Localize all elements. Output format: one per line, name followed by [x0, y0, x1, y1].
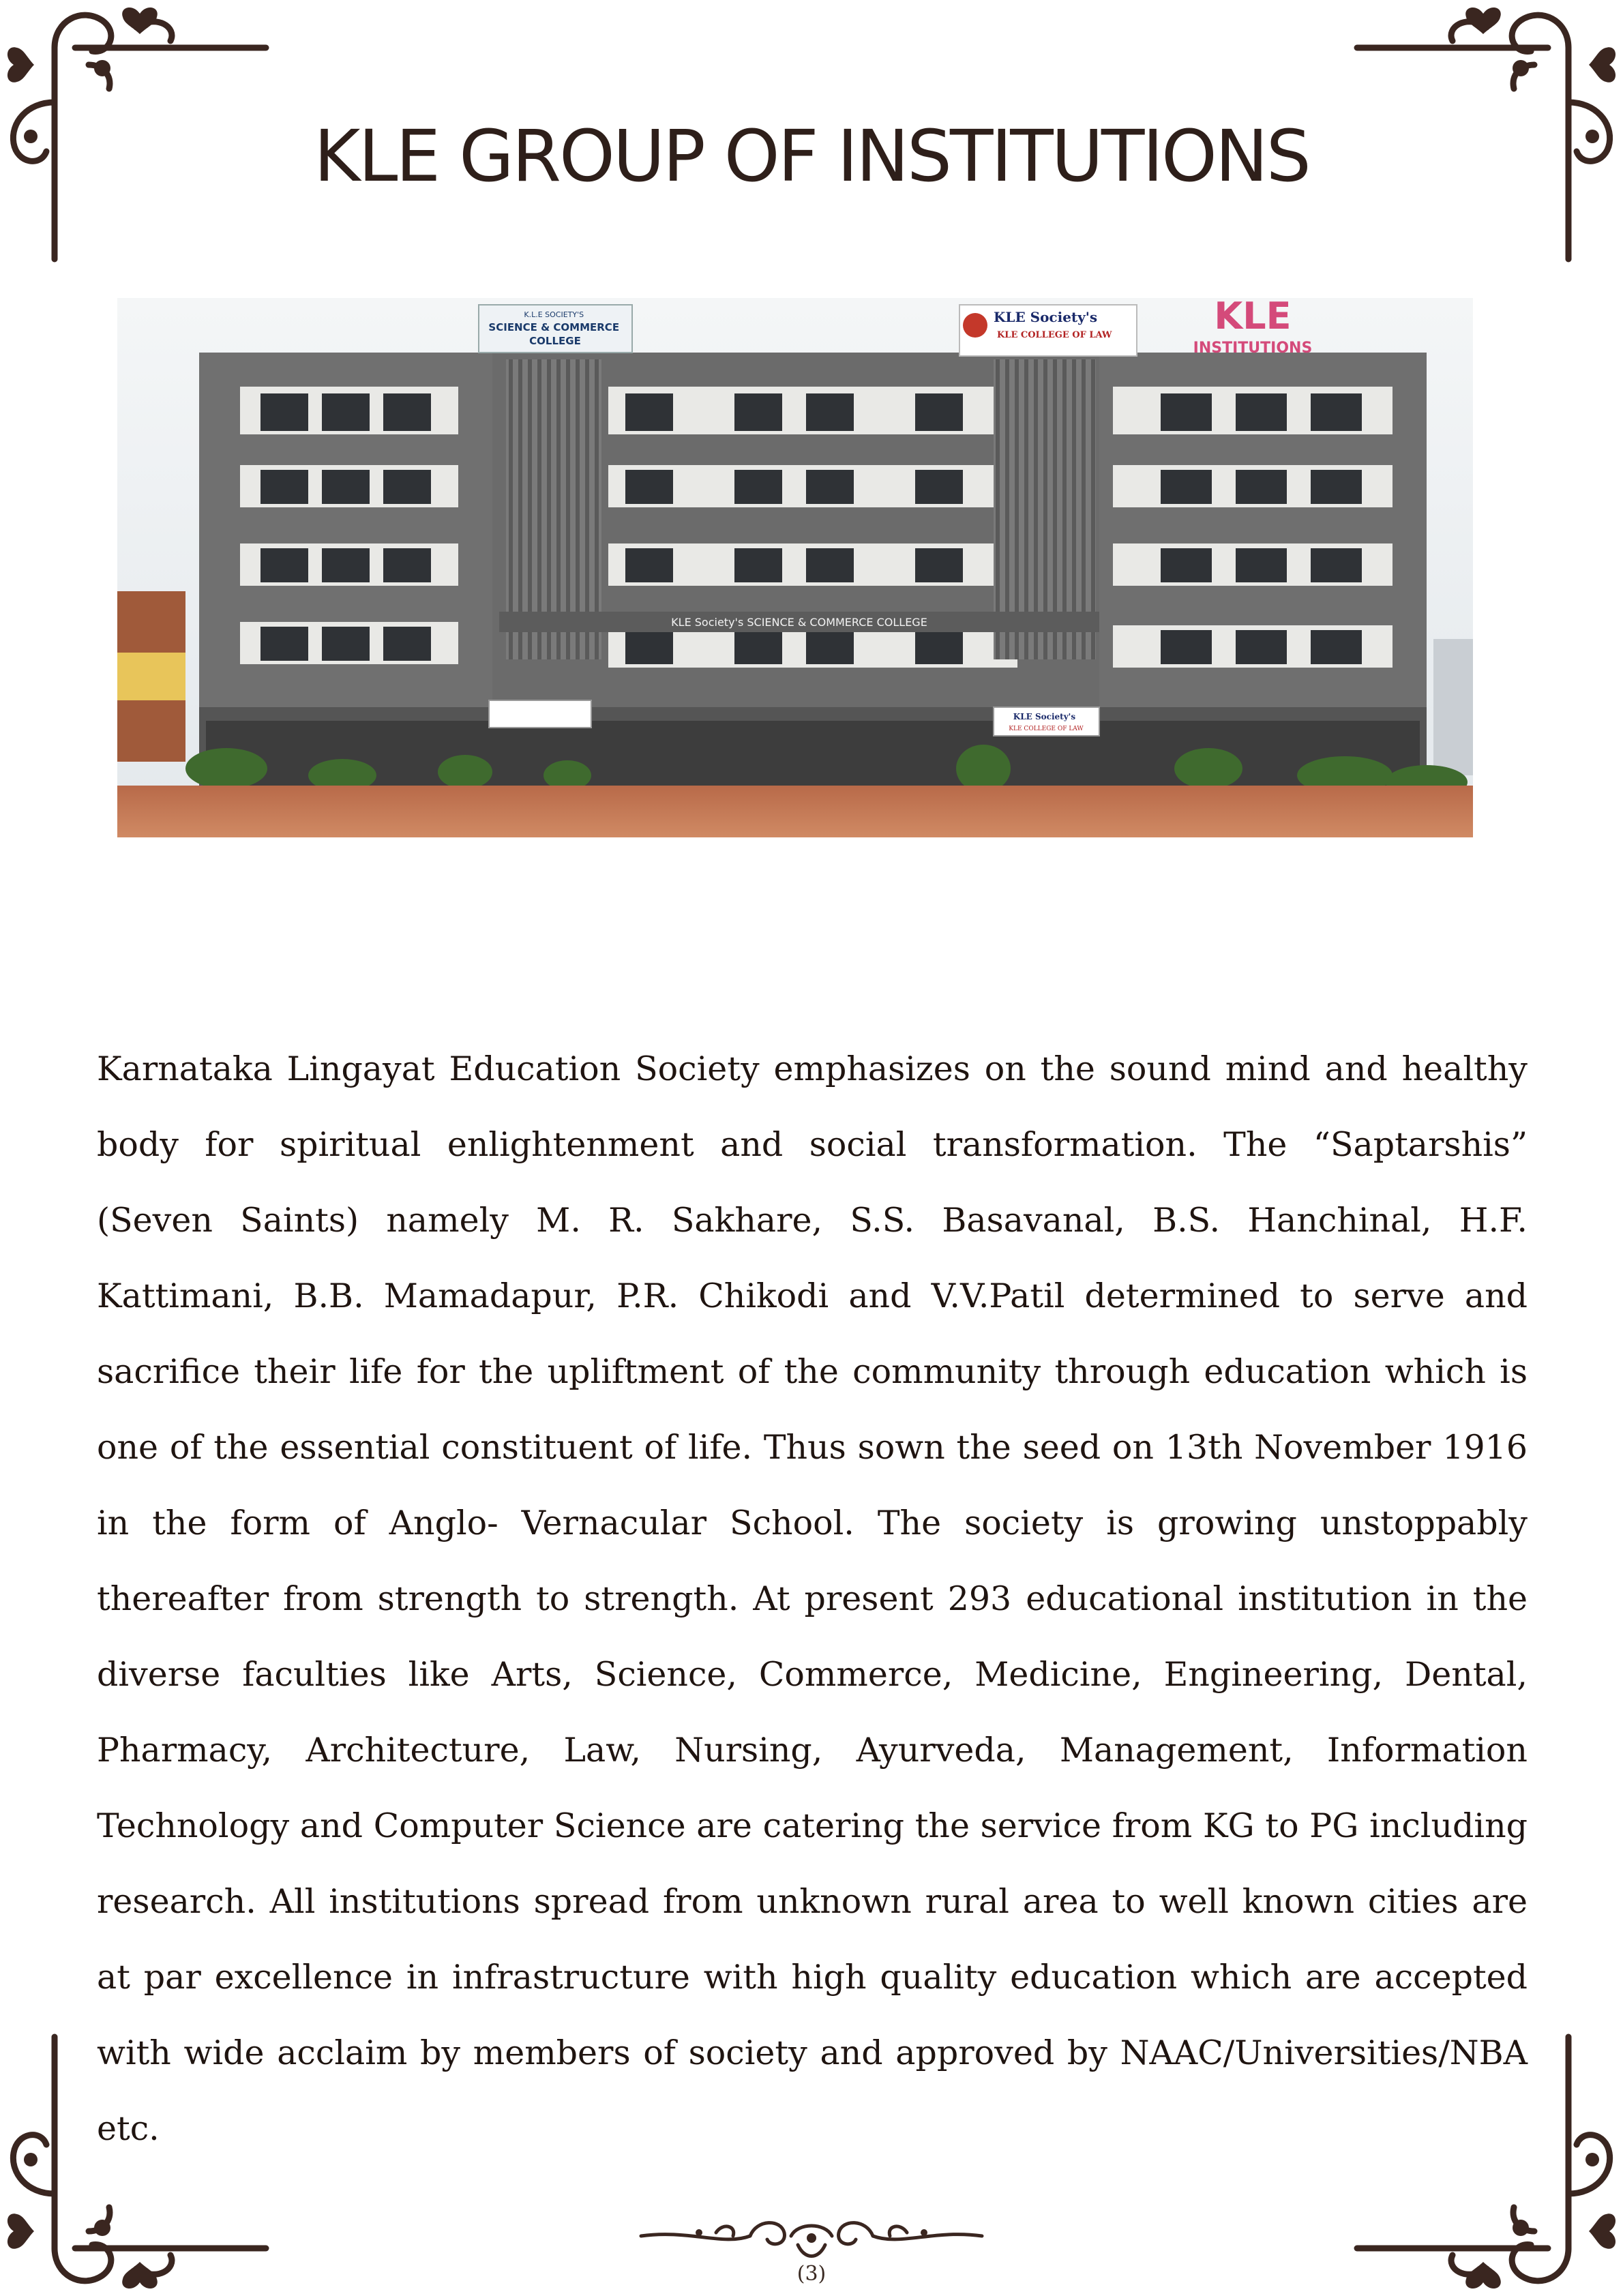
ground-sign-line2: KLE COLLEGE OF LAW: [1009, 726, 1084, 732]
page-title: KLE GROUP OF INSTITUTIONS: [314, 115, 1309, 198]
body-paragraph: Karnataka Lingayat Education Society emphasizes on the sound mind and healthy body for spiritual enlightenment and social transformation. The “Saptarshis” (Seven Saints) namely M. R. Sakhare, S.S. Basavanal, B.S. Hanchinal, H.F. Kattimani, B.B. Mamadapur, P.R. Chikodi and V.V.Patil determined to serve and sacrifice their life for the upliftment of the community through education which is one of the essential constituent of life. Thus sown the seed on 13th November 1916 in the form of Anglo- Vernacular School. The society is growing unstoppably thereafter from strength to strength. At present 293 educational institution in the diverse faculties like Arts, Science, Commerce, Medicine, Engineering, Dental, Pharmacy, Architecture, Law, Nursing, Ayurveda, Management, Information Technology and Computer Science are catering the service from KG to PG including research. All institutions spread from unknown rural area to well known cities are at par excellence in infrastructure with high quality education which are accepted with wide acclaim by members of society and approved by NAAC/Universities/NBA etc.: [97, 1049, 1528, 2148]
svg-text:KLE Society's KLE COLLEGE: [1009, 709, 1084, 732]
roof-sign-left-line1: K.L.E SOCIETY'S: [524, 310, 584, 319]
roof-sign-right-institutions: INSTITUTIONS: [1193, 340, 1313, 357]
roof-sign-center-line2: KLE COLLEGE OF LAW: [997, 330, 1112, 340]
svg-text:KLE Society's KLE COLLEGE: [994, 309, 1112, 340]
footer-scroll-icon: [634, 2205, 989, 2267]
kle-emblem-icon: [963, 313, 987, 338]
ground-sign-line1: KLE Society's: [1013, 712, 1076, 721]
facade-band-text: KLE Society's SCIENCE & COMMERCE COLLEGE: [671, 616, 927, 629]
roof-sign-left-line3: COLLEGE: [529, 335, 581, 347]
roof-sign-left-line2: SCIENCE & COMMERCE: [488, 321, 620, 333]
building-photo: [117, 298, 1473, 837]
roof-sign-center-line1: KLE Society's: [994, 309, 1098, 325]
roof-sign-right-kle: KLE: [1214, 298, 1292, 338]
page-number: (3): [796, 2262, 827, 2286]
